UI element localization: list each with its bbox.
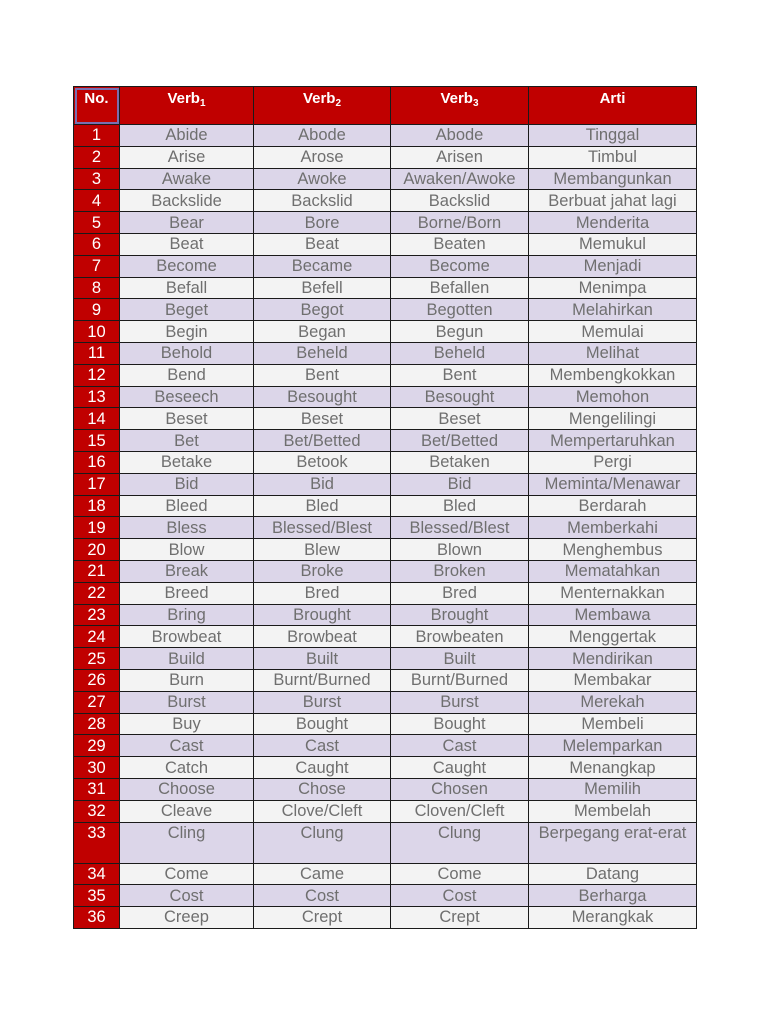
row-number[interactable]: 8 <box>74 277 120 299</box>
header-verb2-subscript: 2 <box>335 98 342 109</box>
verb3-cell[interactable]: Begotten <box>391 299 529 321</box>
arti-cell[interactable]: Menggertak <box>529 626 697 648</box>
header-verb1[interactable] <box>120 87 254 125</box>
verb1-cell[interactable]: Bear <box>120 212 254 234</box>
header-no[interactable] <box>74 87 120 125</box>
verb2-cell[interactable]: Chose <box>254 778 391 800</box>
arti-cell[interactable]: Melihat <box>529 342 697 364</box>
verb3-cell[interactable]: Come <box>391 863 529 885</box>
table-row <box>74 863 697 885</box>
verb1-cell[interactable]: Befall <box>120 277 254 299</box>
table-header-row <box>74 87 697 125</box>
header-verb1-subscript: 1 <box>199 98 206 109</box>
row-number[interactable]: 24 <box>74 626 120 648</box>
row-number[interactable]: 29 <box>74 735 120 757</box>
verb2-cell[interactable]: Became <box>254 255 391 277</box>
verb3-cell[interactable]: Backslid <box>391 190 529 212</box>
verb1-cell[interactable]: Cast <box>120 735 254 757</box>
verb3-cell[interactable]: Bred <box>391 582 529 604</box>
table-row <box>74 907 697 929</box>
row-number[interactable]: 20 <box>74 539 120 561</box>
verb3-cell[interactable]: Burst <box>391 691 529 713</box>
verb1-cell[interactable]: Arise <box>120 146 254 168</box>
row-number[interactable]: 36 <box>74 907 120 929</box>
table-row <box>74 822 697 863</box>
arti-cell[interactable]: Memulai <box>529 321 697 343</box>
verb1-cell[interactable]: Beat <box>120 233 254 255</box>
table-row <box>74 669 697 691</box>
arti-cell[interactable]: Membelah <box>529 800 697 822</box>
verb3-cell[interactable]: Befallen <box>391 277 529 299</box>
table-body <box>74 125 697 929</box>
arti-cell[interactable]: Membawa <box>529 604 697 626</box>
table-row <box>74 473 697 495</box>
verb2-cell[interactable]: Arose <box>254 146 391 168</box>
verb2-cell[interactable]: Blew <box>254 539 391 561</box>
verb3-cell[interactable]: Beaten <box>391 233 529 255</box>
row-number[interactable]: 5 <box>74 212 120 234</box>
row-number[interactable]: 4 <box>74 190 120 212</box>
row-number[interactable]: 1 <box>74 125 120 147</box>
verb1-cell[interactable]: Buy <box>120 713 254 735</box>
verb3-cell[interactable]: Brought <box>391 604 529 626</box>
row-number[interactable]: 6 <box>74 233 120 255</box>
row-number[interactable]: 9 <box>74 299 120 321</box>
verb1-cell[interactable]: Cleave <box>120 800 254 822</box>
row-number[interactable]: 15 <box>74 430 120 452</box>
header-arti[interactable] <box>529 87 697 125</box>
verb2-cell[interactable]: Backslid <box>254 190 391 212</box>
verb3-cell[interactable]: Begun <box>391 321 529 343</box>
arti-cell[interactable]: Tinggal <box>529 125 697 147</box>
verb1-cell[interactable]: Browbeat <box>120 626 254 648</box>
verb2-cell[interactable]: Beset <box>254 408 391 430</box>
verb2-cell[interactable]: Befell <box>254 277 391 299</box>
verb2-cell[interactable]: Betook <box>254 451 391 473</box>
verb3-cell[interactable]: Bet/Betted <box>391 430 529 452</box>
verb2-cell[interactable]: Burst <box>254 691 391 713</box>
row-number[interactable]: 21 <box>74 560 120 582</box>
verb1-cell[interactable]: Bid <box>120 473 254 495</box>
arti-cell[interactable]: Pergi <box>529 451 697 473</box>
row-number[interactable]: 31 <box>74 778 120 800</box>
arti-cell[interactable]: Membangunkan <box>529 168 697 190</box>
verb2-cell[interactable]: Brought <box>254 604 391 626</box>
arti-cell[interactable]: Mematahkan <box>529 560 697 582</box>
table-row <box>74 233 697 255</box>
verb3-cell[interactable]: Caught <box>391 757 529 779</box>
table-row <box>74 517 697 539</box>
verb3-cell[interactable]: Awaken/Awoke <box>391 168 529 190</box>
arti-cell[interactable]: Memohon <box>529 386 697 408</box>
header-verb2-label: Verb <box>302 90 336 107</box>
verb3-cell[interactable]: Cast <box>391 735 529 757</box>
arti-cell[interactable]: Berdarah <box>529 495 697 517</box>
verb2-cell[interactable]: Cost <box>254 885 391 907</box>
arti-cell[interactable]: Memberkahi <box>529 517 697 539</box>
verb3-cell[interactable]: Burnt/Burned <box>391 669 529 691</box>
verb2-cell[interactable]: Crept <box>254 907 391 929</box>
arti-cell[interactable]: Memukul <box>529 233 697 255</box>
table-row <box>74 146 697 168</box>
arti-cell[interactable]: Berharga <box>529 885 697 907</box>
verb2-cell[interactable]: Browbeat <box>254 626 391 648</box>
verb1-cell[interactable]: Bend <box>120 364 254 386</box>
verb3-cell[interactable]: Arisen <box>391 146 529 168</box>
row-number[interactable]: 32 <box>74 800 120 822</box>
verb2-cell[interactable]: Besought <box>254 386 391 408</box>
verb1-cell[interactable]: Burst <box>120 691 254 713</box>
verb1-cell[interactable]: Backslide <box>120 190 254 212</box>
row-number[interactable]: 14 <box>74 408 120 430</box>
row-number[interactable]: 7 <box>74 255 120 277</box>
table-row <box>74 648 697 670</box>
verb3-cell[interactable]: Abode <box>391 125 529 147</box>
verb2-cell[interactable]: Abode <box>254 125 391 147</box>
arti-cell[interactable]: Menghembus <box>529 539 697 561</box>
verb2-cell[interactable]: Bore <box>254 212 391 234</box>
table-row <box>74 277 697 299</box>
row-number[interactable]: 23 <box>74 604 120 626</box>
table-row <box>74 168 697 190</box>
table-row <box>74 626 697 648</box>
verb3-cell[interactable]: Borne/Born <box>391 212 529 234</box>
table-row <box>74 408 697 430</box>
verb2-cell[interactable]: Broke <box>254 560 391 582</box>
verb3-cell[interactable]: Broken <box>391 560 529 582</box>
verb1-cell[interactable]: Cost <box>120 885 254 907</box>
verb1-cell[interactable]: Bring <box>120 604 254 626</box>
verb2-cell[interactable]: Cast <box>254 735 391 757</box>
row-number[interactable]: 19 <box>74 517 120 539</box>
table-row <box>74 560 697 582</box>
verb3-cell[interactable]: Bought <box>391 713 529 735</box>
verb3-cell[interactable]: Cost <box>391 885 529 907</box>
header-verb3-subscript: 3 <box>472 98 479 109</box>
verb3-cell[interactable]: Chosen <box>391 778 529 800</box>
arti-cell[interactable]: Membakar <box>529 669 697 691</box>
table-row <box>74 800 697 822</box>
header-verb3[interactable] <box>391 87 529 125</box>
verb3-cell[interactable]: Blown <box>391 539 529 561</box>
verb1-cell[interactable]: Creep <box>120 907 254 929</box>
verb1-cell[interactable]: Awake <box>120 168 254 190</box>
table-row <box>74 735 697 757</box>
header-arti-label: Arti <box>599 90 626 107</box>
arti-cell[interactable]: Datang <box>529 863 697 885</box>
row-number[interactable]: 3 <box>74 168 120 190</box>
verb1-cell[interactable]: Break <box>120 560 254 582</box>
verb2-cell[interactable]: Bid <box>254 473 391 495</box>
verb2-cell[interactable]: Awoke <box>254 168 391 190</box>
table-row <box>74 190 697 212</box>
verb1-cell[interactable]: Abide <box>120 125 254 147</box>
arti-cell[interactable]: Mengelilingi <box>529 408 697 430</box>
verb3-cell[interactable]: Bled <box>391 495 529 517</box>
row-number[interactable]: 30 <box>74 757 120 779</box>
row-number[interactable]: 18 <box>74 495 120 517</box>
arti-cell[interactable]: Meminta/Menawar <box>529 473 697 495</box>
verb2-cell[interactable]: Built <box>254 648 391 670</box>
table-row <box>74 125 697 147</box>
row-number[interactable]: 25 <box>74 648 120 670</box>
arti-cell[interactable]: Membengkokkan <box>529 364 697 386</box>
verb1-cell[interactable]: Choose <box>120 778 254 800</box>
verb1-cell[interactable]: Come <box>120 863 254 885</box>
arti-cell[interactable]: Memilih <box>529 778 697 800</box>
verb3-cell[interactable]: Besought <box>391 386 529 408</box>
verb2-cell[interactable]: Begot <box>254 299 391 321</box>
arti-cell[interactable]: Menderita <box>529 212 697 234</box>
verb1-cell[interactable]: Cling <box>120 822 254 863</box>
table-row <box>74 495 697 517</box>
table-row <box>74 691 697 713</box>
verb2-cell[interactable]: Beheld <box>254 342 391 364</box>
table-row <box>74 778 697 800</box>
arti-cell[interactable]: Menjadi <box>529 255 697 277</box>
table-row <box>74 342 697 364</box>
verb2-cell[interactable]: Blessed/Blest <box>254 517 391 539</box>
arti-cell[interactable]: Berpegang erat-erat <box>529 822 697 863</box>
row-number[interactable]: 33 <box>74 822 120 863</box>
verb3-cell[interactable]: Built <box>391 648 529 670</box>
table-row <box>74 757 697 779</box>
verb2-cell[interactable]: Bet/Betted <box>254 430 391 452</box>
verb1-cell[interactable]: Beseech <box>120 386 254 408</box>
row-number[interactable]: 28 <box>74 713 120 735</box>
verb2-cell[interactable]: Caught <box>254 757 391 779</box>
table-row <box>74 604 697 626</box>
verb3-cell[interactable]: Bid <box>391 473 529 495</box>
verb3-cell[interactable]: Clung <box>391 822 529 863</box>
row-number[interactable]: 10 <box>74 321 120 343</box>
header-verb1-label: Verb <box>167 90 200 107</box>
header-verb2[interactable] <box>254 87 391 125</box>
verb3-cell[interactable]: Crept <box>391 907 529 929</box>
table-row <box>74 255 697 277</box>
arti-cell[interactable]: Membeli <box>529 713 697 735</box>
table-row <box>74 713 697 735</box>
arti-cell[interactable]: Mempertaruhkan <box>529 430 697 452</box>
verb3-cell[interactable]: Beheld <box>391 342 529 364</box>
arti-cell[interactable]: Melemparkan <box>529 735 697 757</box>
verb2-cell[interactable]: Burnt/Burned <box>254 669 391 691</box>
row-number[interactable]: 11 <box>74 342 120 364</box>
verb3-cell[interactable]: Bent <box>391 364 529 386</box>
verb2-cell[interactable]: Clove/Cleft <box>254 800 391 822</box>
verb1-cell[interactable]: Beget <box>120 299 254 321</box>
verb2-cell[interactable]: Bred <box>254 582 391 604</box>
verb3-cell[interactable]: Blessed/Blest <box>391 517 529 539</box>
irregular-verbs-sheet <box>73 86 696 929</box>
verb3-cell[interactable]: Betaken <box>391 451 529 473</box>
verb2-cell[interactable]: Beat <box>254 233 391 255</box>
verb1-cell[interactable]: Bless <box>120 517 254 539</box>
arti-cell[interactable]: Berbuat jahat lagi <box>529 190 697 212</box>
verb2-cell[interactable]: Bled <box>254 495 391 517</box>
verb1-cell[interactable]: Bet <box>120 430 254 452</box>
verb1-cell[interactable]: Beset <box>120 408 254 430</box>
header-verb3-label: Verb <box>440 90 473 107</box>
table-row <box>74 321 697 343</box>
table-row <box>74 885 697 907</box>
row-number[interactable]: 34 <box>74 863 120 885</box>
arti-cell[interactable]: Menangkap <box>529 757 697 779</box>
arti-cell[interactable]: Menimpa <box>529 277 697 299</box>
verb2-cell[interactable]: Bought <box>254 713 391 735</box>
verb3-cell[interactable]: Become <box>391 255 529 277</box>
verb1-cell[interactable]: Breed <box>120 582 254 604</box>
verb2-cell[interactable]: Began <box>254 321 391 343</box>
header-no-label: No. <box>84 90 109 107</box>
row-number[interactable]: 12 <box>74 364 120 386</box>
verb1-cell[interactable]: Behold <box>120 342 254 364</box>
table-row <box>74 451 697 473</box>
verb1-cell[interactable]: Betake <box>120 451 254 473</box>
irregular-verbs-table <box>73 86 697 929</box>
row-number[interactable]: 26 <box>74 669 120 691</box>
verb1-cell[interactable]: Bleed <box>120 495 254 517</box>
verb1-cell[interactable]: Begin <box>120 321 254 343</box>
row-number[interactable]: 13 <box>74 386 120 408</box>
verb2-cell[interactable]: Clung <box>254 822 391 863</box>
table-row <box>74 539 697 561</box>
table-row <box>74 386 697 408</box>
verb1-cell[interactable]: Burn <box>120 669 254 691</box>
verb1-cell[interactable]: Build <box>120 648 254 670</box>
arti-cell[interactable]: Menternakkan <box>529 582 697 604</box>
table-row <box>74 364 697 386</box>
arti-cell[interactable]: Merekah <box>529 691 697 713</box>
verb1-cell[interactable]: Catch <box>120 757 254 779</box>
table-row <box>74 430 697 452</box>
arti-cell[interactable]: Merangkak <box>529 907 697 929</box>
row-number[interactable]: 17 <box>74 473 120 495</box>
row-number[interactable]: 27 <box>74 691 120 713</box>
verb3-cell[interactable]: Beset <box>391 408 529 430</box>
verb3-cell[interactable]: Cloven/Cleft <box>391 800 529 822</box>
row-number[interactable]: 2 <box>74 146 120 168</box>
table-row <box>74 212 697 234</box>
verb2-cell[interactable]: Bent <box>254 364 391 386</box>
arti-cell[interactable]: Timbul <box>529 146 697 168</box>
row-number[interactable]: 22 <box>74 582 120 604</box>
verb1-cell[interactable]: Become <box>120 255 254 277</box>
verb1-cell[interactable]: Blow <box>120 539 254 561</box>
row-number[interactable]: 16 <box>74 451 120 473</box>
arti-cell[interactable]: Melahirkan <box>529 299 697 321</box>
table-row <box>74 582 697 604</box>
arti-cell[interactable]: Mendirikan <box>529 648 697 670</box>
verb3-cell[interactable]: Browbeaten <box>391 626 529 648</box>
table-row <box>74 299 697 321</box>
row-number[interactable]: 35 <box>74 885 120 907</box>
verb2-cell[interactable]: Came <box>254 863 391 885</box>
